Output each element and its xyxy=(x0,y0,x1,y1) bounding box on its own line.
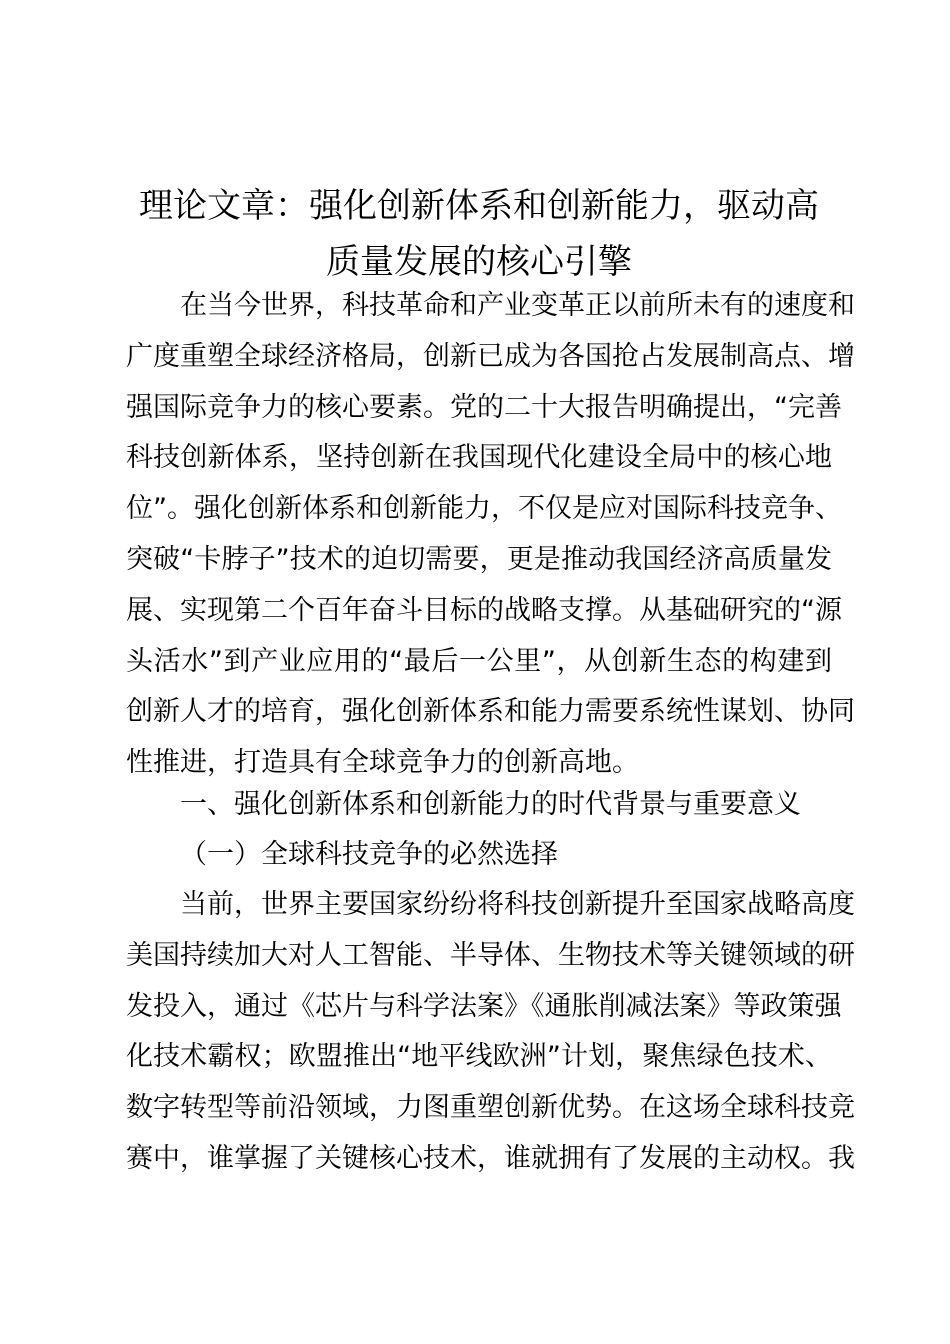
paragraph-line: 美国持续加大对人工智能、半导体、生物技术等关键领域的研 xyxy=(126,939,855,971)
section-heading xyxy=(126,780,832,831)
document-title xyxy=(126,178,832,290)
paragraph-line: 强国际竞争力的核心要素。党的二十大报告明确提出，“完善 xyxy=(126,391,842,423)
paragraph-line: 在当今世界，科技革命和产业变革正以前所未有的速度和 xyxy=(180,290,855,321)
paragraph-line: 化技术霸权；欧盟推出“地平线欧洲”计划，聚焦绿色技术、 xyxy=(126,1041,832,1073)
paragraph-line: 展、实现第二个百年奋斗目标的战略支撑。从基础研究的“源 xyxy=(126,594,842,626)
title-line: 质量发展的核心引擎 xyxy=(326,242,632,282)
paragraph-line: 突破“卡脖子”技术的迫切需要，更是推动我国经济高质量发 xyxy=(126,543,832,575)
paragraph-line: 赛中，谁掌握了关键核心技术，谁就拥有了发展的主动权。我 xyxy=(126,1142,855,1174)
paragraph-line: 性推进，打造具有全球竞争力的创新高地。 xyxy=(126,747,639,779)
title-line: 理论文章：强化创新体系和创新能力，驱动高 xyxy=(139,186,819,226)
paragraph-line: 头活水”到产业应用的“最后一公里”，从创新生态的构建到 xyxy=(126,645,832,677)
section-heading-text: 一、强化创新体系和创新能力的时代背景与重要意义 xyxy=(180,789,801,820)
paragraph-line: 发投入，通过《芯片与科学法案》《通胀削减法案》等政策强 xyxy=(126,990,842,1022)
subsection-heading-text: （一）全球科技竞争的必然选择 xyxy=(180,839,558,870)
paragraph-line: 当前，世界主要国家纷纷将科技创新提升至国家战略高度 xyxy=(180,889,855,920)
paragraph-global-competition xyxy=(126,880,855,1185)
paragraph-line: 广度重塑全球经济格局，创新已成为各国抢占发展制高点、增 xyxy=(126,340,855,372)
paragraph-line: 数字转型等前沿领域，力图重塑创新优势。在这场全球科技竞 xyxy=(126,1092,855,1124)
paragraph-line: 位”。强化创新体系和创新能力，不仅是应对国际科技竞争、 xyxy=(126,493,842,525)
paragraph-line: 创新人才的培育，强化创新体系和能力需要系统性谋划、协同 xyxy=(126,696,855,728)
paragraph-intro xyxy=(126,281,855,789)
paragraph-line: 科技创新体系，坚持创新在我国现代化建设全局中的核心地 xyxy=(126,442,832,474)
subsection-heading xyxy=(126,830,832,881)
